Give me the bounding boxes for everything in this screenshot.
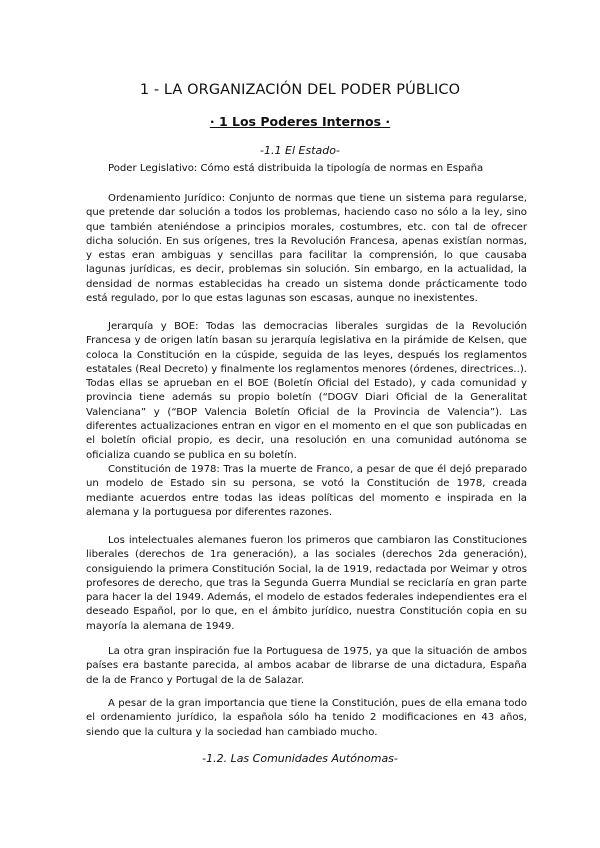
subsection-heading-comunidades: -1.2. Las Comunidades Autónomas- xyxy=(202,752,398,765)
paragraph-jerarquia: Jerarquía y BOE: Todas las democracias liberales surgidas de la Revolución Francesa y de origen latín basan su jerarquía legislativa en la pirámide de Kelsen, que coloca la Constitución en la cúspide, seguida de las leyes, después los reglamentos estatales (Real Decreto) y finalmente los reglamentos menores (órdenes, directrices..). Todas ellas se aprueban en el BOE (Boletín Oficial del Estado), y cada comunidad y provincia tiene además su propio boletín (“DOGV Diari Oficial de la Generalitat Valenciana” y (“BOP Valencia Boletín Oficial de la Provincia de Valencia”). Las diferentes actualizaciones entran en vigor en el momento en el que son publicadas en el boletín oficial propio, es decir, una resolución en una comunidad autónoma se oficializa cuando se publica en su boletín. xyxy=(86,321,527,461)
paragraph-ordenamiento: Ordenamiento Jurídico: Conjunto de normas que tiene un sistema para regularse, que pretende dar solución a todos los problemas, haciendo caso no sólo a la ley, sino que también ateniéndose a principios morales, costumbres, etc. con tal de ofrecer dicha solución. En sus orígenes, tres la Revolución Francesa, apenas existían normas, y estas eran ambiguas y sencillas para facilitar la comprensión, lo que causaba lagunas jurídicas, es decir, problemas sin solución. Sin embargo, en la actualidad, la densidad de normas establecidas ha creado un sistema donde prácticamente todo está regulado, por lo que estas lagunas son escasas, aunque no inexistentes. xyxy=(86,193,527,305)
subtitle-paragraph: Poder Legislativo: Cómo está distribuida la tipología de normas en España xyxy=(108,163,484,174)
subsection-heading-estado: -1.1 El Estado- xyxy=(260,144,340,157)
paragraph-intelectuales-alemanes: Los intelectuales alemanes fueron los primeros que cambiaron las Constituciones liberales (derechos de 1ra generación), a las sociales (derechos 2da generación), consiguiendo la primera Constitución Social, la de 1919, redactada por Weimar y otros profesores de derecho, que tras la Segunda Guerra Mundial se recicl​aría en gran parte para hacer la del 1949. Además, el modelo de estados federales independientes era el deseado Español, por lo que, en el ámbito jurídico, nuestra Constitución copia en su mayoría la alemana de 1949. xyxy=(86,535,527,632)
paragraph-constitucion-1978: Constitución de 1978: Tras la muerte de Franco, a pesar de que él dejó preparado un modelo de Estado sin su persona, se votó la Constitución de 1978, creada mediante acuerdos entre todas las ideas políticas del momento e inspirada en la alemana y la portuguesa por diferentes razones. xyxy=(86,464,527,518)
paragraph-importancia: A pesar de la gran importancia que tiene la Constitución, pues de ella emana todo el ordenamiento jurídico, la española sólo ha tenido 2 modificaciones en 43 años, siendo que la cultura y la sociedad han cambiado mucho. xyxy=(86,698,527,738)
section-title: · 1 Los Poderes Internos · xyxy=(209,114,391,129)
chapter-title: 1 - LA ORGANIZACIÓN DEL PODER PÚBLICO xyxy=(139,82,461,98)
paragraph-portuguesa: La otra gran inspiración fue la Portuguesa de 1975, ya que la situación de ambos países era bastante parecida, al ambos acabar de librarse de una dictadura, España de la de Franco y Portugal de la de Salazar. xyxy=(86,646,527,686)
